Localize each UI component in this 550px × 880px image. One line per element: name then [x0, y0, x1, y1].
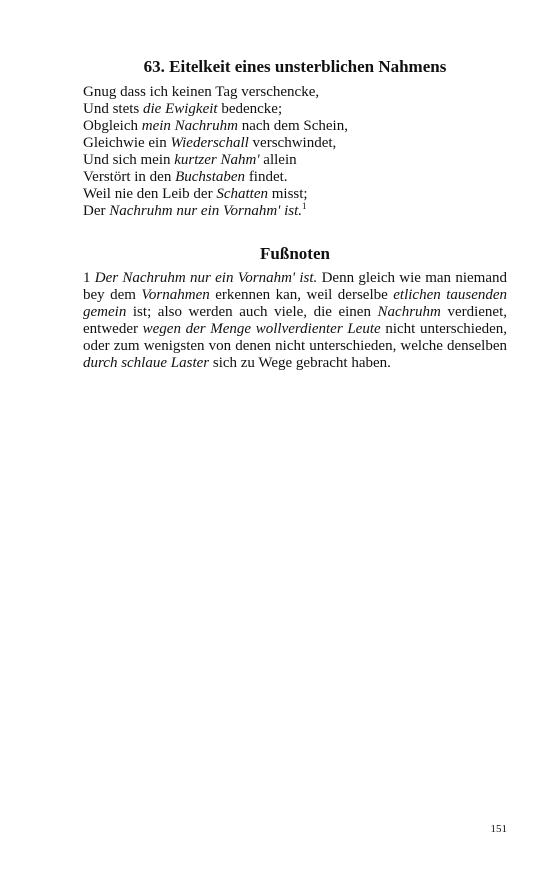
poem-line [83, 186, 507, 203]
poem-line-segment: findet. [245, 169, 288, 185]
footnote-segment: erkennen kan, weil derselbe [209, 287, 394, 303]
footnote-segment: Nachruhm [377, 304, 441, 320]
footnote-segment: Der Nachruhm nur ein Vornahm' ist. [94, 270, 318, 286]
poem-line-segment: Und sich mein [83, 152, 175, 168]
poem-line-segment: Verstört in den [83, 169, 176, 185]
poem-line [83, 101, 507, 118]
poem-line-segment: mein Nachruhm [141, 118, 238, 134]
poem-line-segment: Und stets [83, 101, 143, 117]
footnote-segment: 1 [83, 270, 95, 286]
footnote-segment: durch schlaue Laster [83, 355, 210, 371]
poem-line-segment: Buchstaben [175, 169, 246, 185]
poem-line-segment: Gnug dass ich keinen Tag verschencke, [83, 84, 320, 100]
poem-line-segment: Schatten [216, 186, 268, 202]
poem-line-segment: Weil nie den Leib der [83, 186, 217, 202]
poem-line [83, 118, 507, 135]
footnote-1 [83, 270, 507, 372]
poem-line-segment: Nachruhm nur ein Vornahm' ist. [109, 203, 303, 219]
poem-line [83, 152, 507, 169]
poem-line [83, 203, 507, 220]
footnote-segment: Vornahmen [141, 287, 210, 303]
poem-line-segment: Gleichwie ein [83, 135, 171, 151]
footnote-segment: wegen der Menge wollverdienter Leute [142, 321, 381, 337]
poem-line-segment: die Ewigkeit [143, 101, 218, 117]
footnote-marker: 1 [302, 201, 307, 211]
footnote-segment: nicht unterschieden, oder zum wenigsten von denen nicht unterschieden, welche denselben [83, 321, 508, 354]
footnote-segment: etlichen tausenden gemein [83, 287, 508, 320]
poem-line-segment: kurtzer Nahm' [174, 152, 260, 168]
footnote-segment: ist; also werden auch viele, die einen [126, 304, 378, 320]
poem-line-segment: misst; [267, 186, 308, 202]
footnote-segment: sich zu Wege gebracht haben. [209, 355, 391, 371]
poem-line-segment: nach dem Schein, [237, 118, 348, 134]
poem-line-segment: Wiederschall [170, 135, 249, 151]
poem-line-segment: Obgleich [83, 118, 142, 134]
footnote-segment: Denn gleich wie man niemand bey dem [83, 270, 507, 303]
poem-line [83, 169, 507, 186]
poem-line-segment: bedencke; [217, 101, 283, 117]
poem-line [83, 135, 507, 152]
poem-line [83, 84, 507, 101]
poem-line-segment: allein [259, 152, 297, 168]
poem-line-segment: verschwindet, [248, 135, 337, 151]
footnotes-title: Fußnoten [260, 244, 330, 263]
page-number: 151 [490, 823, 507, 835]
footnote-segment: verdienet, entweder [83, 304, 507, 337]
poem-title: 63. Eitelkeit eines unsterblichen Nahmens [143, 57, 447, 76]
poem-line-segment: Der [83, 203, 110, 219]
poem-body [83, 84, 507, 220]
